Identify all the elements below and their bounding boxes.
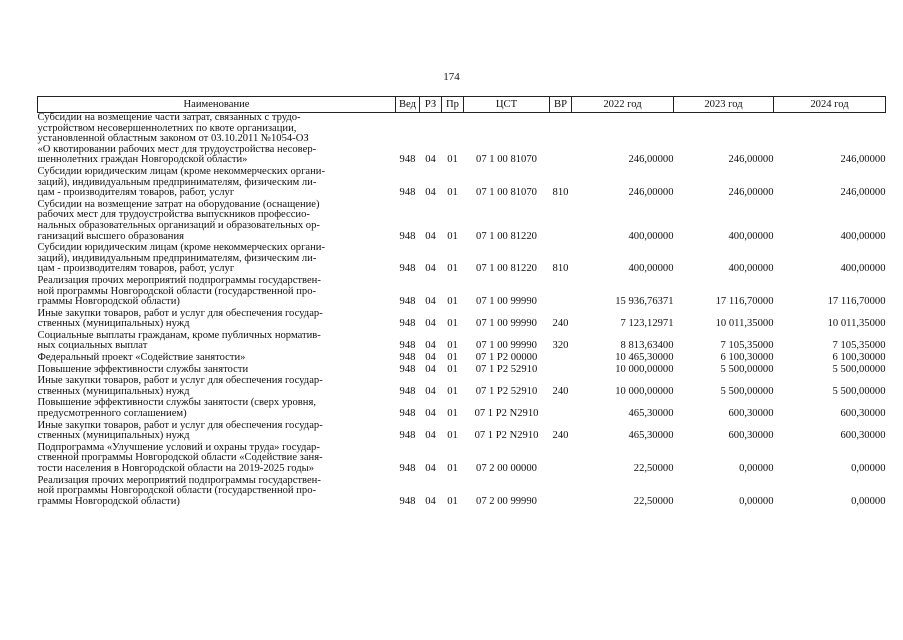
cell-y2023: 400,00000 bbox=[728, 263, 774, 275]
row-name-line: тости населения в Новгородской области на 2019-2025 годы» bbox=[37, 463, 315, 474]
row-name-line: ных социальных выплат bbox=[37, 340, 148, 352]
page-number: 174 bbox=[443, 71, 460, 83]
cell-rz: 04 bbox=[425, 296, 436, 308]
row-name-line: Реализация прочих мероприятий подпрограммы государствен- bbox=[37, 474, 321, 486]
row-name-line: Реализация прочих мероприятий подпрограммы государствен- bbox=[37, 274, 321, 286]
cell-pr: 01 bbox=[447, 463, 458, 474]
cell-rz: 04 bbox=[425, 340, 436, 352]
row-name bbox=[38, 275, 396, 308]
cell-y2023: 10 011,35000 bbox=[715, 318, 774, 330]
header-vr: ВР bbox=[550, 97, 572, 113]
cell-y2024: 246,00000 bbox=[840, 154, 886, 166]
cell-pr: 01 bbox=[447, 263, 458, 275]
cell-ved: 948 bbox=[399, 430, 416, 442]
cell-y2022: 10 000,00000 bbox=[615, 385, 674, 397]
table-row bbox=[38, 420, 886, 442]
row-name-line: предусмотренного соглашением) bbox=[37, 408, 187, 420]
cell-y2023: 246,00000 bbox=[728, 154, 774, 166]
cell-vr bbox=[550, 113, 572, 166]
cell-pr: 01 bbox=[447, 154, 458, 166]
cell-vr bbox=[550, 352, 572, 364]
cell-y2024: 246,00000 bbox=[840, 187, 886, 199]
table-row bbox=[38, 364, 886, 376]
header-2024: 2024 год bbox=[774, 97, 886, 113]
row-name bbox=[38, 199, 396, 242]
row-name bbox=[38, 420, 396, 442]
cell-cst: 07 1 00 81220 bbox=[476, 263, 537, 275]
cell-vr: 240 bbox=[552, 385, 569, 397]
header-pr: Пр bbox=[442, 97, 464, 113]
row-name-line: Подпрограмма «Улучшение условий и охраны труда» государ- bbox=[37, 441, 320, 453]
row-name-line: цам - производителям товаров, работ, услуг bbox=[37, 187, 235, 199]
cell-y2022: 8 813,63400 bbox=[620, 340, 674, 352]
cell-y2024: 5 500,00000 bbox=[832, 385, 886, 397]
cell-cst: 07 1 00 99990 bbox=[476, 340, 537, 352]
cell-cst: 07 1 00 99990 bbox=[476, 296, 537, 308]
cell-ved: 948 bbox=[399, 385, 416, 397]
row-name bbox=[38, 364, 396, 376]
cell-y2023: 7 105,35000 bbox=[720, 340, 774, 352]
row-name-line: Иные закупки товаров, работ и услуг для обеспечения государ- bbox=[37, 419, 323, 431]
table-row bbox=[38, 352, 886, 364]
cell-y2024: 400,00000 bbox=[840, 263, 886, 275]
cell-ved: 948 bbox=[399, 463, 416, 474]
row-name-line: ственной программы Новгородской области «Содействие заня- bbox=[37, 452, 323, 464]
row-name-line: нальных образовательных организаций и образовательных ор- bbox=[37, 219, 320, 231]
row-name-line: граммы Новгородской области) bbox=[37, 296, 180, 308]
cell-cst: 07 1 P2 00000 bbox=[475, 352, 538, 364]
cell-ved: 948 bbox=[399, 495, 416, 507]
row-name-line: Социальные выплаты гражданам, кроме публичных норматив- bbox=[37, 329, 321, 341]
cell-y2023: 5 500,00000 bbox=[720, 385, 774, 397]
cell-y2024: 10 011,35000 bbox=[827, 318, 886, 330]
row-name-line: заций), индивидуальным предпринимателям, физическим ли- bbox=[37, 252, 317, 264]
row-name-line: Субсидии юридическим лицам (кроме некоммерческих органи- bbox=[37, 242, 325, 254]
table-row bbox=[38, 308, 886, 330]
header-row bbox=[38, 97, 886, 113]
row-name-line: Иные закупки товаров, работ и услуг для обеспечения государ- bbox=[37, 307, 323, 319]
cell-y2022: 22,50000 bbox=[633, 463, 674, 474]
cell-vr bbox=[550, 199, 572, 242]
row-name bbox=[38, 397, 396, 419]
table-row bbox=[38, 166, 886, 199]
table-row bbox=[38, 199, 886, 242]
cell-cst: 07 1 P2 52910 bbox=[475, 385, 538, 397]
cell-cst: 07 1 P2 52910 bbox=[475, 363, 538, 375]
cell-y2023: 600,30000 bbox=[728, 430, 774, 442]
row-name-line: ственных (муниципальных) нужд bbox=[37, 385, 190, 397]
cell-y2024: 400,00000 bbox=[840, 230, 886, 242]
cell-y2023: 17 116,70000 bbox=[715, 296, 774, 308]
row-name-line: ганизаций высшего образования bbox=[37, 230, 185, 242]
cell-vr: 320 bbox=[552, 340, 569, 352]
cell-y2024: 0,00000 bbox=[851, 463, 886, 474]
cell-pr: 01 bbox=[447, 230, 458, 242]
row-name-line: граммы Новгородской области) bbox=[37, 495, 180, 507]
header-cst: ЦСТ bbox=[464, 97, 550, 113]
cell-pr: 01 bbox=[447, 385, 458, 397]
cell-ved: 948 bbox=[399, 318, 416, 330]
cell-pr: 01 bbox=[447, 408, 458, 420]
table-body bbox=[38, 113, 886, 508]
row-name bbox=[38, 166, 396, 199]
row-name-line: Субсидии на возмещение части затрат, связанных с трудо- bbox=[37, 112, 301, 123]
cell-vr bbox=[550, 364, 572, 376]
cell-y2023: 400,00000 bbox=[728, 230, 774, 242]
row-name-line: Иные закупки товаров, работ и услуг для обеспечения государ- bbox=[37, 375, 323, 387]
header-rz: РЗ bbox=[420, 97, 442, 113]
row-name bbox=[38, 475, 396, 508]
cell-rz: 04 bbox=[425, 187, 436, 199]
cell-y2022: 465,30000 bbox=[628, 430, 674, 442]
row-name-line: Субсидии на возмещение затрат на оборудование (оснащение) bbox=[37, 198, 320, 210]
cell-ved: 948 bbox=[399, 230, 416, 242]
cell-ved: 948 bbox=[399, 263, 416, 275]
row-name bbox=[38, 375, 396, 397]
cell-y2024: 7 105,35000 bbox=[832, 340, 886, 352]
row-name-line: ственных (муниципальных) нужд bbox=[37, 318, 190, 330]
cell-cst: 07 2 00 00000 bbox=[476, 463, 537, 474]
cell-ved: 948 bbox=[399, 363, 416, 375]
cell-y2023: 600,30000 bbox=[728, 408, 774, 420]
cell-rz: 04 bbox=[425, 430, 436, 442]
table-row bbox=[38, 397, 886, 419]
cell-y2024: 5 500,00000 bbox=[832, 363, 886, 375]
cell-y2024: 600,30000 bbox=[840, 430, 886, 442]
cell-rz: 04 bbox=[425, 318, 436, 330]
cell-rz: 04 bbox=[425, 408, 436, 420]
row-name-line: установленной областным законом от 03.10.2011 №1054-ОЗ bbox=[37, 133, 309, 145]
cell-vr: 810 bbox=[552, 187, 569, 199]
cell-y2023: 246,00000 bbox=[728, 187, 774, 199]
cell-ved: 948 bbox=[399, 187, 416, 199]
row-name bbox=[38, 352, 396, 364]
row-name-line: ной программы Новгородской области (государственной про- bbox=[37, 285, 317, 297]
row-name-line: «О квотировании рабочих мест для трудоустройства несовер- bbox=[37, 143, 317, 155]
cell-pr: 01 bbox=[447, 187, 458, 199]
row-name bbox=[38, 113, 396, 166]
cell-ved: 948 bbox=[399, 408, 416, 420]
cell-vr: 810 bbox=[552, 263, 569, 275]
cell-ved: 948 bbox=[399, 296, 416, 308]
cell-ved: 948 bbox=[399, 340, 416, 352]
cell-rz: 04 bbox=[425, 363, 436, 375]
cell-pr: 01 bbox=[447, 363, 458, 375]
table-row bbox=[38, 275, 886, 308]
cell-rz: 04 bbox=[425, 230, 436, 242]
cell-vr: 240 bbox=[552, 318, 569, 330]
cell-y2024: 6 100,30000 bbox=[832, 352, 886, 364]
table-row bbox=[38, 442, 886, 475]
cell-y2023: 0,00000 bbox=[739, 463, 774, 474]
cell-pr: 01 bbox=[447, 318, 458, 330]
table-row bbox=[38, 113, 886, 166]
header-ved: Вед bbox=[396, 97, 420, 113]
cell-y2022: 7 123,12971 bbox=[620, 318, 674, 330]
cell-rz: 04 bbox=[425, 385, 436, 397]
cell-pr: 01 bbox=[447, 352, 458, 364]
cell-pr: 01 bbox=[447, 430, 458, 442]
cell-y2023: 5 500,00000 bbox=[720, 363, 774, 375]
cell-y2022: 22,50000 bbox=[633, 495, 674, 507]
cell-pr: 01 bbox=[447, 495, 458, 507]
cell-y2022: 10 465,30000 bbox=[615, 352, 674, 364]
cell-cst: 07 1 00 81070 bbox=[476, 154, 537, 166]
row-name-line: цам - производителям товаров, работ, услуг bbox=[37, 263, 235, 275]
cell-y2022: 400,00000 bbox=[628, 230, 674, 242]
row-name bbox=[38, 308, 396, 330]
cell-vr bbox=[550, 442, 572, 475]
cell-vr bbox=[550, 475, 572, 508]
cell-y2022: 10 000,00000 bbox=[615, 363, 674, 375]
cell-ved: 948 bbox=[399, 352, 416, 364]
cell-y2024: 17 116,70000 bbox=[827, 296, 886, 308]
cell-vr bbox=[550, 397, 572, 419]
cell-pr: 01 bbox=[447, 296, 458, 308]
cell-cst: 07 1 00 99990 bbox=[476, 318, 537, 330]
row-name-line: шеннолетних граждан Новгородской области» bbox=[37, 154, 248, 166]
table-row bbox=[38, 242, 886, 275]
cell-rz: 04 bbox=[425, 463, 436, 474]
header-2023: 2023 год bbox=[674, 97, 774, 113]
header-name: Наименование bbox=[38, 97, 396, 113]
row-name-line: рабочих мест для трудоустройства выпускников профессио- bbox=[37, 209, 310, 221]
cell-y2024: 600,30000 bbox=[840, 408, 886, 420]
table-row bbox=[38, 375, 886, 397]
cell-cst: 07 1 00 81070 bbox=[476, 187, 537, 199]
cell-cst: 07 2 00 99990 bbox=[476, 495, 537, 507]
row-name bbox=[38, 330, 396, 352]
cell-y2022: 400,00000 bbox=[628, 263, 674, 275]
row-name-line: Повышение эффективности службы занятости bbox=[37, 363, 249, 375]
row-name-line: ной программы Новгородской области (государственной про- bbox=[37, 485, 317, 497]
cell-rz: 04 bbox=[425, 352, 436, 364]
cell-pr: 01 bbox=[447, 340, 458, 352]
row-name-line: ственных (муниципальных) нужд bbox=[37, 430, 190, 442]
cell-cst: 07 1 P2 N2910 bbox=[474, 430, 539, 442]
table-row bbox=[38, 475, 886, 508]
row-name-line: Повышение эффективности службы занятости (сверх уровня, bbox=[37, 397, 316, 409]
cell-rz: 04 bbox=[425, 154, 436, 166]
cell-rz: 04 bbox=[425, 263, 436, 275]
cell-y2022: 246,00000 bbox=[628, 187, 674, 199]
cell-rz: 04 bbox=[425, 495, 436, 507]
cell-vr: 240 bbox=[552, 430, 569, 442]
budget-table bbox=[37, 96, 886, 507]
cell-vr bbox=[550, 275, 572, 308]
cell-y2022: 15 936,76371 bbox=[615, 296, 674, 308]
cell-y2023: 6 100,30000 bbox=[720, 352, 774, 364]
row-name-line: устройством несовершеннолетних по квоте организации, bbox=[37, 122, 297, 134]
cell-y2024: 0,00000 bbox=[851, 495, 886, 507]
row-name bbox=[38, 442, 396, 475]
row-name bbox=[38, 242, 396, 275]
row-name-line: Субсидии юридическим лицам (кроме некоммерческих органи- bbox=[37, 165, 325, 177]
cell-y2023: 0,00000 bbox=[739, 495, 774, 507]
cell-cst: 07 1 P2 N2910 bbox=[474, 408, 539, 420]
table-row bbox=[38, 330, 886, 352]
cell-ved: 948 bbox=[399, 154, 416, 166]
header-2022: 2022 год bbox=[572, 97, 674, 113]
cell-cst: 07 1 00 81220 bbox=[476, 230, 537, 242]
cell-y2022: 465,30000 bbox=[628, 408, 674, 420]
row-name-line: Федеральный проект «Содействие занятости» bbox=[37, 352, 246, 364]
cell-y2022: 246,00000 bbox=[628, 154, 674, 166]
row-name-line: заций), индивидуальным предпринимателям, физическим ли- bbox=[37, 176, 317, 188]
